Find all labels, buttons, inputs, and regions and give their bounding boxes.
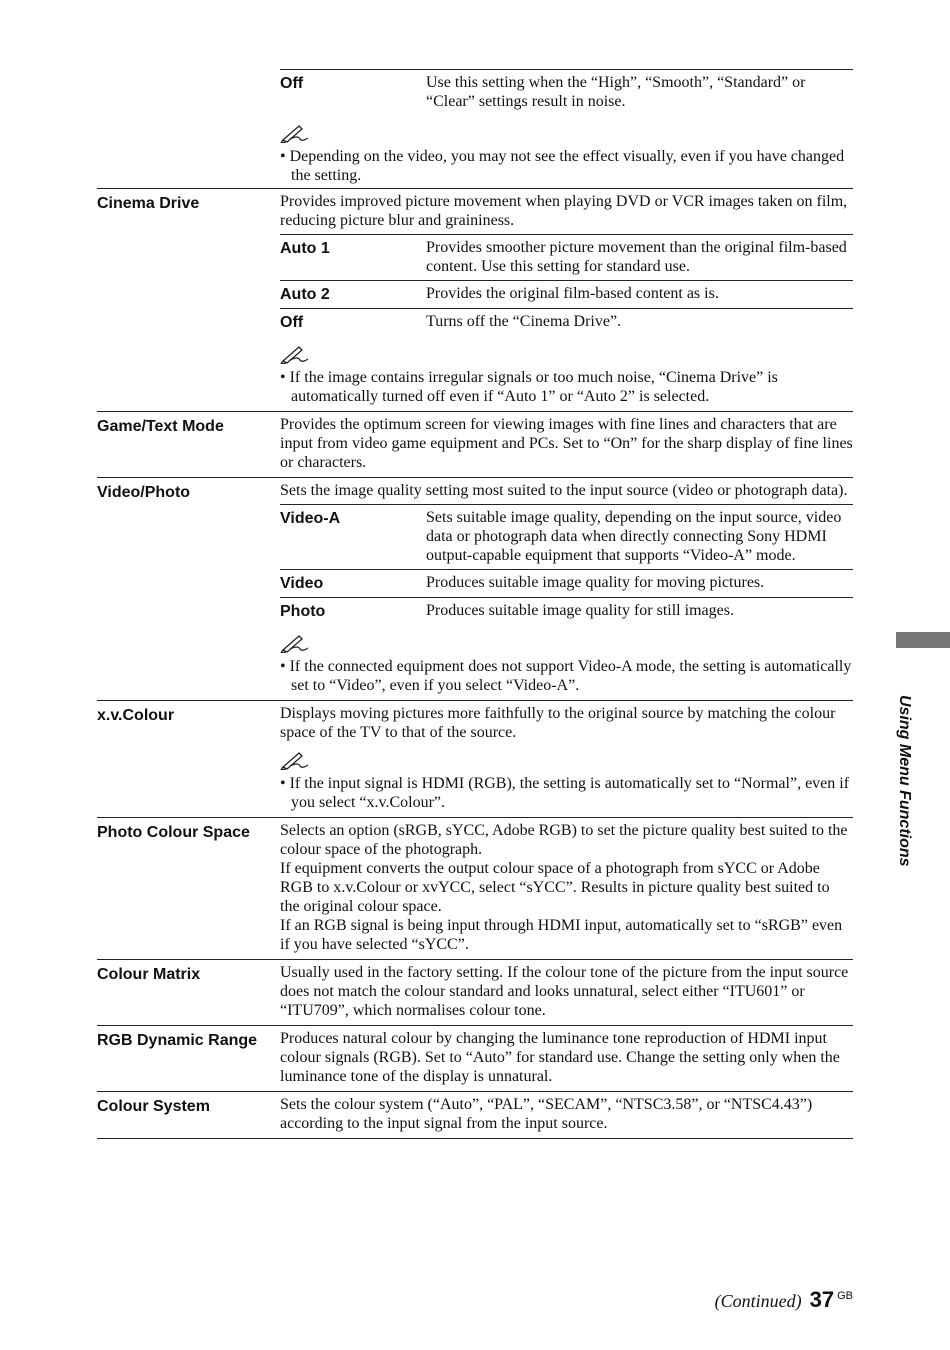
- option-row: [280, 280, 853, 308]
- setting-description: Provides improved picture movement when playing DVD or VCR images taken on film, reducing picture blur and graininess.: [280, 193, 848, 229]
- note-pencil-icon: [280, 123, 310, 143]
- side-tab-label: Using Menu Functions: [896, 695, 913, 867]
- option-row: [280, 597, 853, 625]
- option-label: Photo: [280, 603, 326, 620]
- option-label: Video-A: [280, 510, 341, 527]
- page-number: 37: [809, 1287, 835, 1312]
- option-row: [280, 569, 853, 597]
- option-text: Provides smoother picture movement than the original film-based content. Use this setting for standard use.: [426, 239, 847, 275]
- side-tab-bar: [896, 632, 950, 648]
- option-text: Sets suitable image quality, depending on the input source, video data or photograph data when directly connecting Sony HDMI output-capable equipment that supports “Video-A” mode.: [426, 509, 842, 564]
- setting-description: Provides the optimum screen for viewing images with fine lines and characters that are input from video game equipment and PCs. Set to “On” for the sharp display of fine lines or characters.: [280, 416, 853, 471]
- option-label: Video: [280, 575, 324, 592]
- setting-label: Game/Text Mode: [97, 418, 224, 435]
- setting-rgb-dynamic-range: [97, 1025, 853, 1091]
- setting-video-photo: [97, 477, 853, 700]
- setting-label: Colour Matrix: [97, 966, 201, 983]
- option-label: Auto 2: [280, 286, 330, 303]
- setting-label: Colour System: [97, 1098, 210, 1115]
- setting-description: Sets the image quality setting most suited to the input source (video or photograph data).: [280, 482, 848, 499]
- setting-label: RGB Dynamic Range: [97, 1032, 258, 1049]
- option-text: Use this setting when the “High”, “Smooth”, “Standard” or “Clear” settings result in noise.: [426, 74, 806, 110]
- setting-description: Usually used in the factory setting. If the colour tone of the picture from the input source does not match the colour standard and looks unnatural, select either “ITU601” or “ITU709”, which normalises colour tone.: [280, 964, 849, 1019]
- option-text: Provides the original film-based content as is.: [426, 285, 719, 302]
- setting-description: If equipment converts the output colour space of a photograph from sYCC or Adobe RGB to x.v.Colour or xvYCC, select “sYCC”. Results in picture quality best suited to the original colour space.: [280, 860, 830, 915]
- page-suffix: GB: [837, 1290, 853, 1302]
- setting-photo-colour-space: [97, 817, 853, 959]
- note-text: • If the image contains irregular signals or too much noise, “Cinema Drive” is automatically turned off even if “Auto 1” or “Auto 2” is selected.: [280, 369, 778, 405]
- option-row: [280, 234, 853, 280]
- setting-description: Sets the colour system (“Auto”, “PAL”, “SECAM”, “NTSC3.58”, or “NTSC4.43”) according to the input signal from the input source.: [280, 1096, 813, 1132]
- setting-label: Photo Colour Space: [97, 824, 250, 841]
- setting-description: Selects an option (sRGB, sYCC, Adobe RGB) to set the picture quality best suited to the colour space of the photograph.: [280, 822, 848, 858]
- setting-colour-matrix: [97, 959, 853, 1025]
- setting-cinema-drive: [97, 188, 853, 411]
- note-pencil-icon: [280, 750, 310, 770]
- setting-description: If an RGB signal is being input through HDMI input, automatically set to “sRGB” even if you have selected “sYCC”.: [280, 917, 843, 953]
- setting-label: Cinema Drive: [97, 195, 200, 212]
- note-pencil-icon: [280, 633, 310, 653]
- option-text: Turns off the “Cinema Drive”.: [426, 313, 622, 330]
- note-text: • If the connected equipment does not support Video-A mode, the setting is automatically set to “Video”, even if you select “Video-A”.: [280, 658, 852, 694]
- setting-description: Displays moving pictures more faithfully to the original source by matching the colour space of the TV to that of the source.: [280, 705, 836, 741]
- note-text: • Depending on the video, you may not see the effect visually, even if you have changed the setting.: [280, 148, 845, 184]
- option-row: [280, 504, 853, 569]
- setting-description: Produces natural colour by changing the luminance tone reproduction of HDMI input colour signals (RGB). Set to “Auto” for standard use. Change the setting only when the luminance tone of the display is unnatural.: [280, 1030, 840, 1085]
- page-footer: [715, 1287, 853, 1313]
- continued-block: [280, 69, 853, 185]
- continued-label: (Continued): [714, 1291, 802, 1311]
- option-row: [280, 69, 853, 115]
- option-label: Off: [280, 75, 304, 92]
- setting-label: x.v.Colour: [97, 707, 175, 724]
- note-pencil-icon: [280, 344, 310, 364]
- option-row: [280, 308, 853, 336]
- setting-xv-colour: [97, 700, 853, 817]
- option-label: Auto 1: [280, 240, 330, 257]
- settings-table: [97, 69, 853, 1139]
- option-text: Produces suitable image quality for moving pictures.: [426, 574, 765, 591]
- setting-label: Video/Photo: [97, 484, 191, 501]
- option-text: Produces suitable image quality for still images.: [426, 602, 734, 619]
- setting-game-text-mode: [97, 411, 853, 477]
- option-label: Off: [280, 314, 304, 331]
- setting-colour-system: [97, 1091, 853, 1139]
- note-text: • If the input signal is HDMI (RGB), the setting is automatically set to “Normal”, even if you select “x.v.Colour”.: [280, 775, 850, 811]
